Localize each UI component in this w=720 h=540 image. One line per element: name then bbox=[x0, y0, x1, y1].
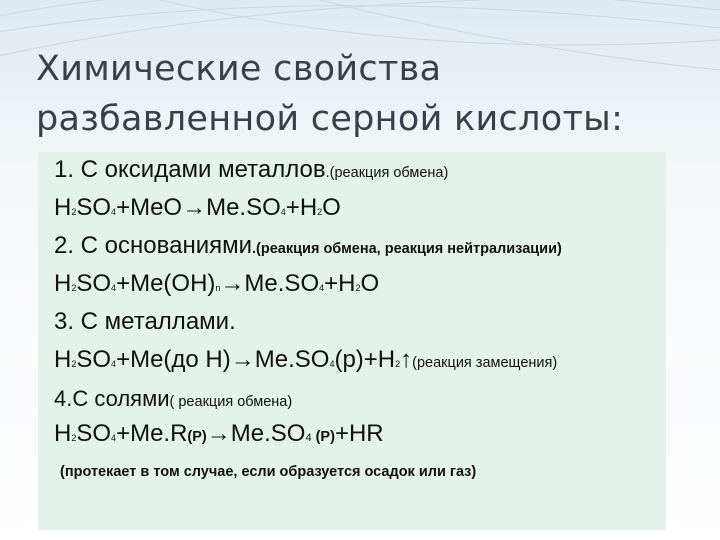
eq1-sub: 4 bbox=[280, 207, 286, 217]
eq4-part: SO bbox=[76, 420, 112, 447]
item-3-note: (реакция замещения) bbox=[412, 355, 558, 371]
eq2-part: SO bbox=[76, 270, 112, 297]
equation-oxides bbox=[54, 194, 341, 222]
eq4-part: +HR bbox=[334, 420, 384, 447]
item-2-note: .(реакция обмена, реакция нейтрализации) bbox=[252, 241, 562, 257]
eq3-sub: 2 bbox=[71, 359, 77, 369]
eq2-sub: n bbox=[215, 283, 221, 293]
eq1-part: +H bbox=[285, 194, 318, 221]
eq1-part: +MeO→Me.SO bbox=[116, 194, 281, 221]
eq3-part: SO bbox=[76, 346, 112, 373]
eq4-part: →Me.SO bbox=[206, 420, 306, 447]
eq3-part: +Me(до H)→Me.SO bbox=[116, 346, 330, 373]
equation-bases bbox=[54, 270, 379, 298]
eq2-part: +Me(OH) bbox=[116, 270, 216, 297]
footnote: (протекает в том случае, если образуется осадок или газ) bbox=[60, 464, 477, 480]
equation-metals bbox=[54, 346, 557, 374]
eq1-part: SO bbox=[76, 194, 112, 221]
eq3-sub: 4 bbox=[111, 359, 117, 369]
eq3-arrow: ↑ bbox=[400, 346, 413, 373]
eq4-part: +Me.R bbox=[116, 420, 188, 447]
content-panel bbox=[38, 152, 666, 530]
eq4-phase: (Р) bbox=[311, 429, 335, 445]
eq4-phase: (Р) bbox=[187, 429, 207, 445]
eq3-part: (р)+H bbox=[334, 346, 396, 373]
item-4-salts bbox=[54, 386, 292, 412]
eq2-sub: 4 bbox=[111, 283, 117, 293]
item-4-note: ( реакция обмена) bbox=[169, 394, 293, 410]
eq2-part: H bbox=[54, 270, 72, 297]
item-2-label: 2. С основаниями bbox=[54, 232, 253, 259]
title-line-1: Химические свойства bbox=[36, 49, 442, 89]
eq4-sub: 4 bbox=[111, 433, 117, 443]
item-1-label: 1. С оксидами металлов bbox=[54, 156, 326, 183]
eq3-sub: 2 bbox=[395, 359, 401, 369]
item-4-label: 4.С солями bbox=[54, 386, 170, 411]
item-2-bases bbox=[54, 232, 562, 260]
eq1-sub: 2 bbox=[71, 207, 77, 217]
eq3-part: H bbox=[54, 346, 72, 373]
item-1-note: .(реакция обмена) bbox=[325, 165, 449, 181]
eq1-part: O bbox=[322, 194, 341, 221]
eq4-part: H bbox=[54, 420, 72, 447]
eq1-sub: 2 bbox=[317, 207, 323, 217]
eq2-part: +H bbox=[324, 270, 356, 297]
eq3-sub: 4 bbox=[329, 359, 335, 369]
item-1-oxides bbox=[54, 156, 448, 184]
eq4-sub: 2 bbox=[71, 433, 77, 443]
item-3-label: 3. С металлами. bbox=[54, 308, 236, 335]
eq2-part: →Me.SO bbox=[220, 270, 320, 297]
eq2-sub: 2 bbox=[355, 283, 361, 293]
equation-salts bbox=[54, 420, 384, 448]
eq2-sub: 2 bbox=[71, 283, 77, 293]
eq2-part: O bbox=[360, 270, 380, 297]
eq2-sub: 4 bbox=[319, 283, 325, 293]
eq4-sub: 4 bbox=[305, 432, 312, 444]
slide-title bbox=[36, 44, 686, 144]
title-line-2: разбавленной серной кислоты: bbox=[36, 99, 624, 139]
eq1-sub: 4 bbox=[111, 207, 117, 217]
item-3-metals bbox=[54, 308, 236, 336]
eq1-part: H bbox=[54, 194, 72, 221]
